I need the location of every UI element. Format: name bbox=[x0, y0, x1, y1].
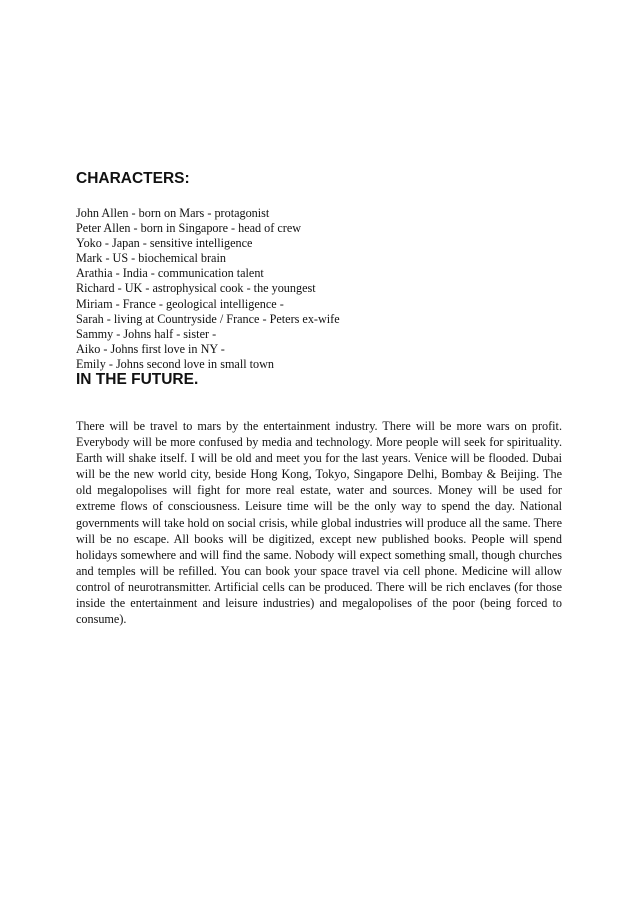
character-item: Aiko - Johns first love in NY - bbox=[76, 341, 225, 356]
character-list bbox=[76, 206, 340, 372]
characters-heading: CHARACTERS: bbox=[76, 170, 190, 187]
character-item: John Allen - born on Mars - protagonist bbox=[76, 206, 270, 220]
character-item: Richard - UK - astrophysical cook - the youngest bbox=[76, 281, 316, 296]
character-item: Miriam - France - geological intelligence - bbox=[76, 296, 284, 311]
character-item: Peter Allen - born in Singapore - head of crew bbox=[76, 221, 302, 236]
character-item: Mark - US - biochemical brain bbox=[76, 251, 226, 266]
character-item: Sarah - living at Countryside / France - Peters ex-wife bbox=[76, 311, 340, 326]
future-heading: IN THE FUTURE. bbox=[76, 371, 199, 388]
character-item: Emily - Johns second love in small town bbox=[76, 356, 275, 371]
character-item: Yoko - Japan - sensitive intelligence bbox=[76, 236, 253, 251]
character-item: Sammy - Johns half - sister - bbox=[76, 326, 217, 341]
future-paragraph: There will be travel to mars by the entertainment industry. There will be more wars on profit. Everybody will be more confused by media and technology. More people will seek for spirituality. Earth will shake itself. I will be old and meet you for the last years. Venice will be flooded. Dubai will be the new world city, beside Hong Kong, Tokyo, Singapore Delhi, Bombay & Beijing. The old megalopolises will fight for more real estate, water and sources. Money will be used for extreme flows of consciousness. Leisure time will be the only way to spend the day. National governments will take hold on social crisis, while global industries will produce all the same. There will be no escape. All books will be digitized, except new published books. People will spend holidays somewhere and will find the same. Nobody will expect something small, though churches and temples will be refilled. You can book your space travel via cell phone. Medicine will allow control of neurotransmitter. Artificial cells can be produced. There will be rich enclaves (for those inside the entertainment and leisure industries) and megalopolises of the poor (being forced to consume). bbox=[76, 419, 562, 627]
document-page bbox=[76, 0, 562, 903]
character-item: Arathia - India - communication talent bbox=[76, 266, 264, 281]
